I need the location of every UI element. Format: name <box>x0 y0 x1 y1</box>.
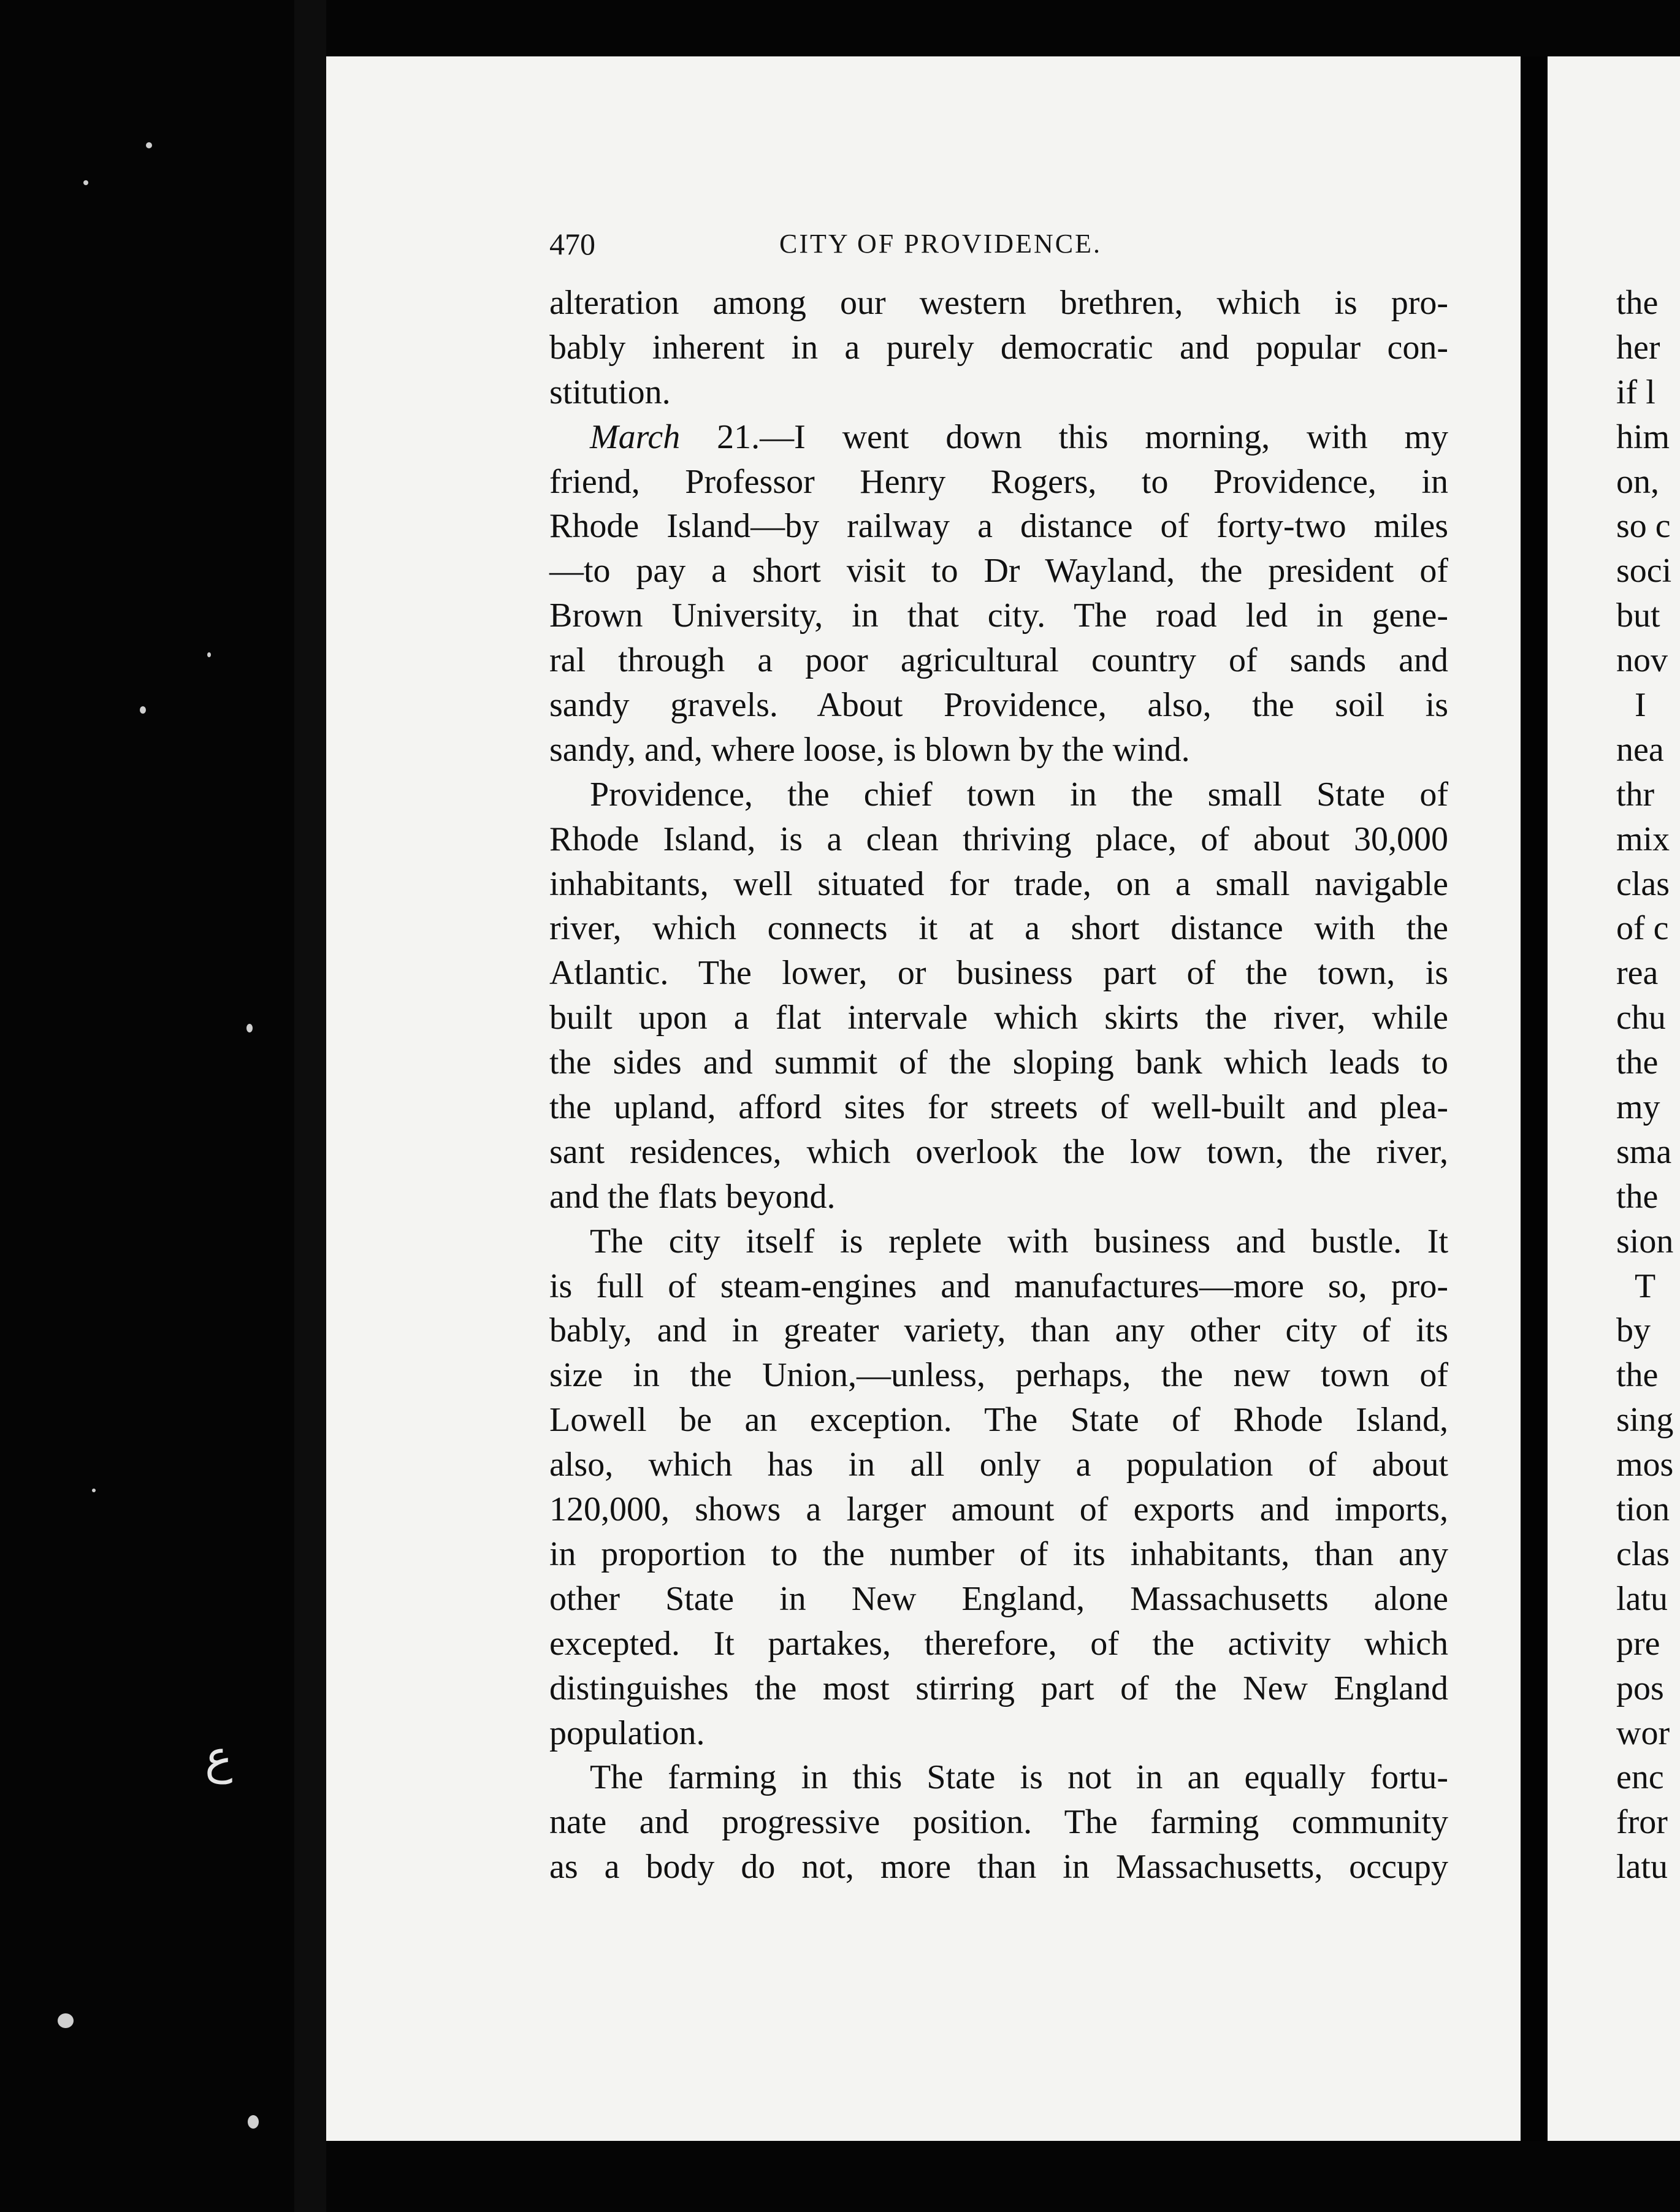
facing-page-text <box>1616 281 1680 1890</box>
page-header <box>549 219 1181 269</box>
dust-speck <box>146 142 152 148</box>
fragment-line: pos <box>1616 1669 1664 1707</box>
fragment-line: if l <box>1616 373 1655 411</box>
fragment-line: clas <box>1616 864 1670 903</box>
text-line: Brown University, in that city. The road led in gene- <box>549 597 1448 635</box>
text-line: friend, Professor Henry Rogers, to Providence, in <box>549 462 1448 501</box>
text-line: population. <box>549 1714 705 1752</box>
fragment-line: of c <box>1616 909 1669 948</box>
margin-ink-mark: ع <box>205 1730 233 1784</box>
text-run: 21.—I went down this morning, with my <box>717 418 1449 456</box>
fragment-line: her <box>1616 328 1660 367</box>
diary-date: March <box>590 418 681 456</box>
fragment-line: rea <box>1616 954 1659 993</box>
running-head: CITY OF PROVIDENCE. <box>779 229 1102 259</box>
fragment-line: him <box>1616 418 1670 456</box>
text-line: sant residences, which overlook the low town, the river, <box>549 1132 1448 1171</box>
dust-speck <box>207 652 211 657</box>
fragment-line: but <box>1616 597 1660 635</box>
binding-edge <box>294 0 326 2212</box>
fragment-line: the <box>1616 1356 1659 1395</box>
fragment-line: chu <box>1616 999 1666 1037</box>
text-line: built upon a flat intervale which skirts the river, while <box>549 999 1448 1037</box>
text-line: bably, and in greater variety, than any other city of its <box>549 1311 1448 1350</box>
text-line: The city itself is replete with business and bustle. It <box>590 1222 1448 1260</box>
text-line: inhabitants, well situated for trade, on a small navigable <box>549 864 1448 903</box>
text-line: Rhode Island—by railway a distance of forty-two miles <box>549 507 1448 546</box>
fragment-line: I <box>1635 686 1646 725</box>
fragment-line: on, <box>1616 462 1659 501</box>
page-number: 470 <box>549 227 595 261</box>
dust-speck <box>140 706 146 714</box>
fragment-line: nov <box>1616 641 1668 680</box>
fragment-line: the <box>1616 1177 1659 1216</box>
text-line: 120,000, shows a larger amount of exports and imports, <box>549 1490 1448 1529</box>
fragment-line: nea <box>1616 730 1664 769</box>
text-line: the sides and summit of the sloping bank which leads to <box>549 1043 1448 1082</box>
fragment-line: mix <box>1616 820 1670 858</box>
fragment-line: sion <box>1616 1222 1674 1260</box>
fragment-line: the <box>1616 1043 1659 1082</box>
text-line: and the flats beyond. <box>549 1177 836 1216</box>
fragment-line: tion <box>1616 1490 1670 1529</box>
fragment-line: the <box>1616 284 1659 322</box>
fragment-line: clas <box>1616 1535 1670 1573</box>
text-line: bably inherent in a purely democratic and popular con- <box>549 328 1448 367</box>
text-line: alteration among our western brethren, which is pro- <box>549 284 1448 322</box>
page-gutter <box>1521 56 1548 2141</box>
text-line: Lowell be an exception. The State of Rhode Island, <box>549 1401 1448 1440</box>
fragment-line: wor <box>1616 1714 1670 1752</box>
text-line: size in the Union,—unless, perhaps, the new town of <box>549 1356 1448 1395</box>
text-line: Rhode Island, is a clean thriving place, of about 30,000 <box>549 820 1448 858</box>
text-line: sandy, and, where loose, is blown by the wind. <box>549 730 1190 769</box>
fragment-line: latu <box>1616 1848 1668 1886</box>
text-line: in proportion to the number of its inhabitants, than any <box>549 1535 1448 1573</box>
dust-speck <box>92 1489 96 1492</box>
text-line: Atlantic. The lower, or business part of the town, is <box>549 954 1448 993</box>
text-line: ral through a poor agricultural country of sands and <box>549 641 1448 680</box>
fragment-line: my <box>1616 1088 1660 1127</box>
fragment-line: by <box>1616 1311 1651 1350</box>
text-line: is full of steam-engines and manufactures—more so, pro- <box>549 1267 1448 1305</box>
fragment-line: fror <box>1616 1803 1668 1842</box>
fragment-line: T <box>1635 1267 1656 1305</box>
fragment-line: pre <box>1616 1624 1660 1663</box>
text-line: nate and progressive position. The farming community <box>549 1803 1448 1842</box>
fragment-line: sing <box>1616 1401 1674 1440</box>
text-line: other State in New England, Massachusetts alone <box>549 1579 1448 1618</box>
fragment-line: enc <box>1616 1758 1664 1797</box>
text-line: also, which has in all only a population of about <box>549 1446 1448 1484</box>
text-line: sandy gravels. About Providence, also, the soil is <box>549 686 1448 725</box>
text-line: excepted. It partakes, therefore, of the activity which <box>549 1624 1448 1663</box>
fragment-line: sma <box>1616 1132 1672 1171</box>
text-line <box>549 415 1448 460</box>
text-line: as a body do not, more than in Massachusetts, occupy <box>549 1848 1448 1886</box>
fragment-line: latu <box>1616 1579 1668 1618</box>
text-line: river, which connects it at a short distance with the <box>549 909 1448 948</box>
fragment-line: soci <box>1616 552 1672 590</box>
text-line: stitution. <box>549 373 671 411</box>
text-line: distinguishes the most stirring part of the New England <box>549 1669 1448 1707</box>
fragment-line: so c <box>1616 507 1671 546</box>
text-line: Providence, the chief town in the small State of <box>590 775 1448 814</box>
dust-speck <box>83 180 88 185</box>
text-line: the upland, afford sites for streets of well-built and plea- <box>549 1088 1448 1127</box>
fragment-line: mos <box>1616 1446 1674 1484</box>
dust-speck <box>58 2013 74 2028</box>
dust-speck <box>246 1024 253 1032</box>
fragment-line: thr <box>1616 775 1655 814</box>
text-line: —to pay a short visit to Dr Wayland, the president of <box>549 552 1448 590</box>
body-text <box>549 281 1448 1890</box>
dust-speck <box>248 2115 259 2129</box>
text-line: The farming in this State is not in an equally fortu- <box>590 1758 1448 1797</box>
